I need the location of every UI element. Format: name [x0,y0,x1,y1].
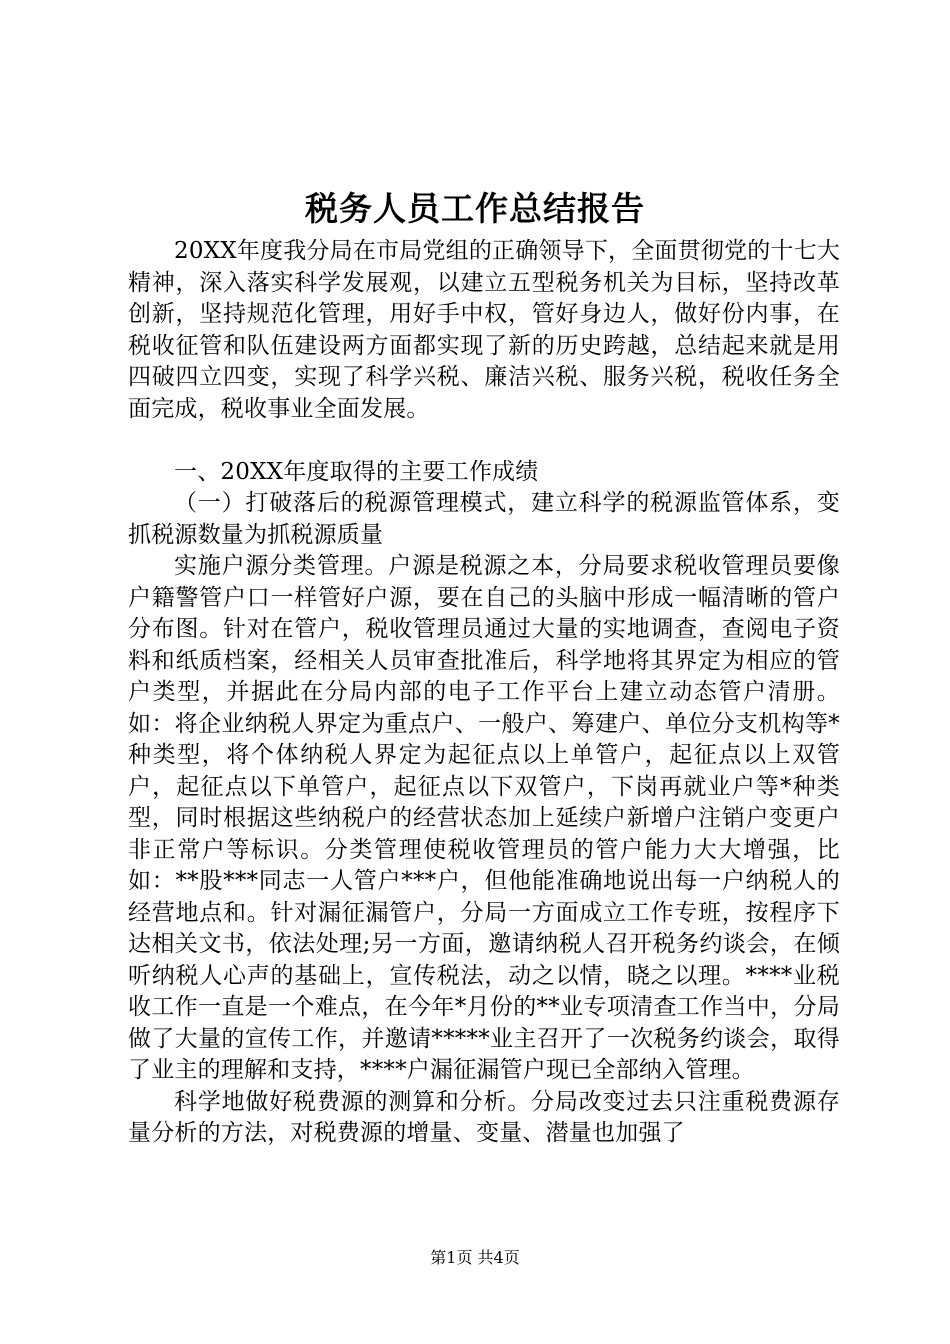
body-paragraph: 科学地做好税费源的测算和分析。分局改变过去只注重税费源存量分析的方法，对税费源的增量、变量、潜量也加强了 [128,1088,840,1146]
body-paragraph: 实施户源分类管理。户源是税源之本，分局要求税收管理员要像户籍警管户口一样管好户源，要在自己的头脑中形成一幅清晰的管户分布图。针对在管户，税收管理员通过大量的实地调查，查阅电子资料和纸质档案，经相关人员审查批准后，科学地将其界定为相应的管户类型，并据此在分局内部的电子工作平台上建立动态管户清册。如：将企业纳税人界定为重点户、一般户、筹建户、单位分支机构等*种类型，将个体纳税人界定为起征点以上单管户，起征点以上双管户，起征点以下单管户，起征点以下双管户，下岗再就业户等*种类型，同时根据这些纳税户的经营状态加上延续户新增户注销户变更户非正常户等标识。分类管理使税收管理员的管户能力大大增强，比如：**股***同志一人管户***户，但他能准确地说出每一户纳税人的经营地点和。针对漏征漏管户，分局一方面成立工作专班，按程序下达相关文书，依法处理;另一方面，邀请纳税人召开税务约谈会，在倾听纳税人心声的基础上，宣传税法，动之以情，晓之以理。****业税收工作一直是一个难点，在今年*月份的**业专项清查工作当中，分局做了大量的宣传工作，并邀请*****业主召开了一次税务约谈会，取得了业主的理解和支持，****户漏征漏管户现已全部纳入管理。 [128,553,840,1083]
subsection-heading: （一）打破落后的税源管理模式，建立科学的税源监管体系，变抓税源数量为抓税源质量 [128,490,840,548]
document-body [128,236,840,1150]
document-title: 税务人员工作总结报告 [305,189,645,228]
section-heading: 一、20XX年度取得的主要工作成绩 [174,458,539,485]
intro-paragraph: 20XX年度我分局在市局党组的正确领导下，全面贯彻党的十七大精神，深入落实科学发展观，以建立五型税务机关为目标，坚持改革创新，坚持规范化管理，用好手中权，管好身边人，做好份内事，在税收征管和队伍建设两方面都实现了新的历史跨越，总结起来就是用四破四立四变，实现了科学兴税、廉洁兴税、服务兴税，税收任务全面完成，税收事业全面发展。 [128,238,841,422]
page-footer: 第1页 共4页 [430,1248,520,1267]
